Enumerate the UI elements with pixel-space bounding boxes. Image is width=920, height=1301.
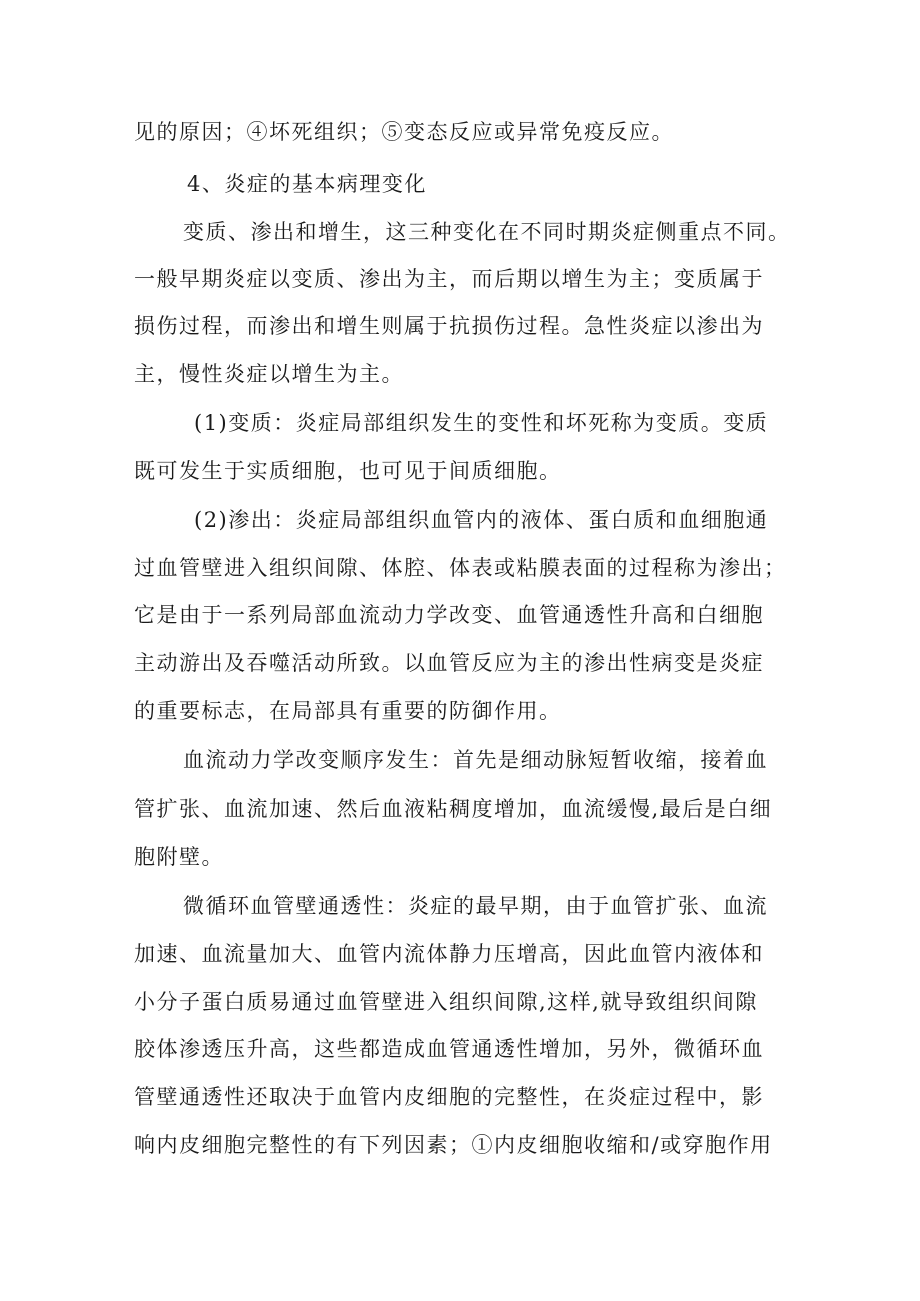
text-line: 加速、血流量加大、血管内流体静力压增高，因此血管内液体和 <box>134 942 764 966</box>
text-line: 主动游出及吞噬活动所致。以血管反应为主的渗出性病变是炎症 <box>134 651 764 675</box>
text-line: (2)渗出：炎症局部组织血管内的液体、蛋白质和血细胞通 <box>194 508 769 532</box>
text-line: 主，慢性炎症以增生为主。 <box>134 362 404 386</box>
text-line: 响内皮细胞完整性的有下列因素；①内皮细胞收缩和/或穿胞作用 <box>134 1133 773 1157</box>
text-line: 变质、渗出和增生，这三种变化在不同时期炎症侧重点不同。 <box>183 220 791 244</box>
text-line: 既可发生于实质细胞，也可见于间质细胞。 <box>134 459 562 483</box>
text-line: 一般早期炎症以变质、渗出为主，而后期以增生为主；变质属于 <box>134 267 764 291</box>
text-line: 它是由于一系列局部血流动力学改变、血管通透性升高和白细胞 <box>134 603 764 627</box>
section-heading: 4、炎症的基本病理变化 <box>187 172 427 196</box>
text-line: 见的原因；④坏死组织；⑤变态反应或异常免疫反应。 <box>134 120 674 144</box>
text-line: 胞附壁。 <box>134 845 224 869</box>
text-line: 损伤过程，而渗出和增生则属于抗损伤过程。急性炎症以渗出为 <box>134 314 764 338</box>
text-line: 的重要标志，在局部具有重要的防御作用。 <box>134 699 562 723</box>
text-line: 管扩张、血流加速、然后血液粘稠度增加，血流缓慢,最后是白细 <box>134 797 773 821</box>
text-line: (1)变质：炎症局部组织发生的变性和坏死称为变质。变质 <box>194 411 769 435</box>
text-line: 小分子蛋白质易通过血管壁进入组织间隙,这样,就导致组织间隙 <box>134 990 758 1014</box>
text-line: 过血管壁进入组织间隙、体腔、体表或粘膜表面的过程称为渗出； <box>134 556 787 580</box>
text-line: 管壁通透性还取决于血管内皮细胞的完整性，在炎症过程中，影 <box>134 1085 764 1109</box>
text-line: 微循环血管壁通透性：炎症的最早期，由于血管扩张、血流 <box>183 894 768 918</box>
text-line: 血流动力学改变顺序发生：首先是细动脉短暂收缩，接着血 <box>183 748 768 772</box>
text-line: 胶体渗透压升高，这些都造成血管通透性增加，另外，微循环血 <box>134 1037 764 1061</box>
